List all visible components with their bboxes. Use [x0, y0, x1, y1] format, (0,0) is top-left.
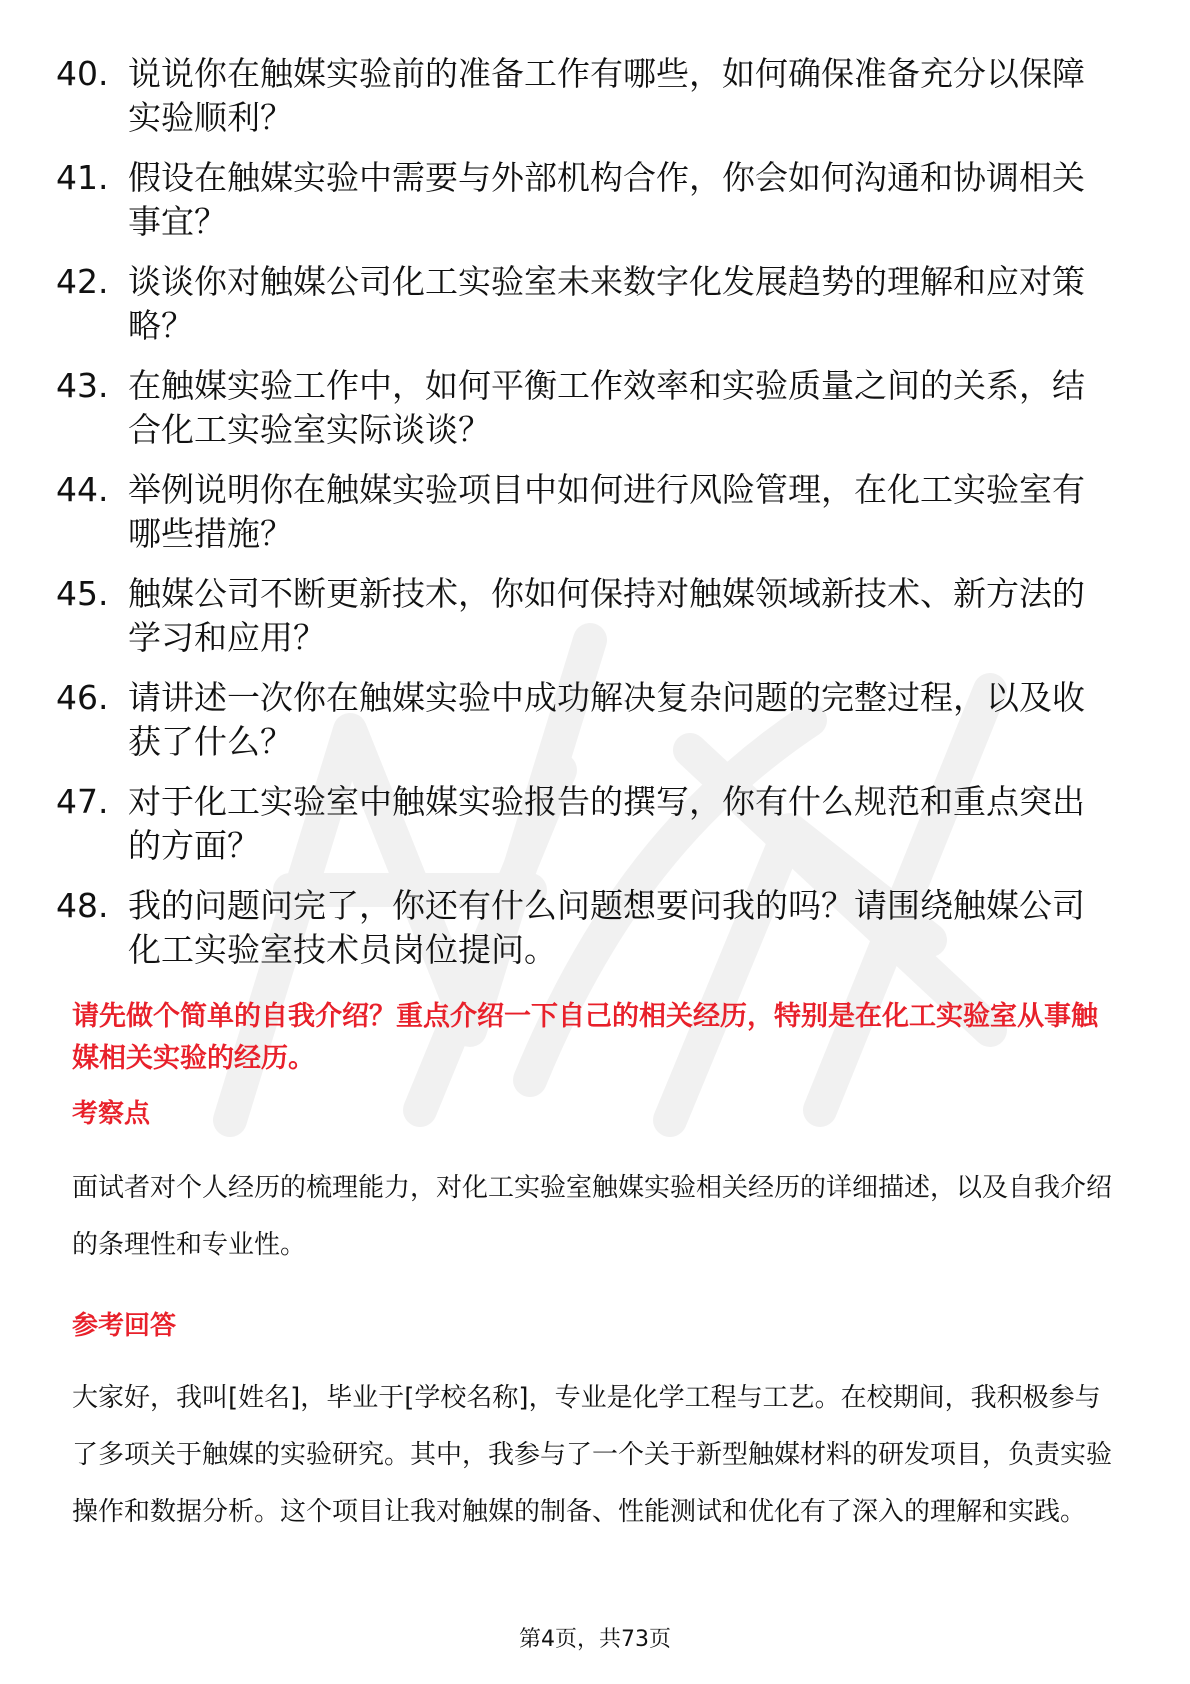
question-item-41 [56, 156, 1136, 244]
question-list [56, 52, 1136, 988]
question-number: 41. [56, 158, 109, 197]
question-number: 40. [56, 54, 109, 93]
question-text: 我的问题问完了，你还有什么问题想要问我的吗？请围绕触媒公司化工实验室技术员岗位提问。 [128, 886, 1085, 969]
reference-heading: 参考回答 [72, 1311, 177, 1341]
assessment-text: 面试者对个人经历的梳理能力，对化工实验室触媒实验相关经历的详细描述，以及自我介绍的条理性和专业性。 [72, 1173, 1113, 1260]
question-text: 对于化工实验室中触媒实验报告的撰写，你有什么规范和重点突出的方面？ [128, 782, 1085, 865]
question-text: 触媒公司不断更新技术，你如何保持对触媒领域新技术、新方法的学习和应用？ [128, 574, 1085, 657]
question-item-45 [56, 572, 1136, 660]
question-number: 43. [56, 366, 109, 405]
question-text: 谈谈你对触媒公司化工实验室未来数字化发展趋势的理解和应对策略？ [128, 262, 1085, 345]
question-number: 42. [56, 262, 109, 301]
question-text: 在触媒实验工作中，如何平衡工作效率和实验质量之间的关系，结合化工实验室实际谈谈？ [128, 366, 1085, 449]
reference-text: 大家好，我叫[姓名]，毕业于[学校名称]，专业是化学工程与工艺。在校期间，我积极参与了多项关于触媒的实验研究。其中，我参与了一个关于新型触媒材料的研发项目，负责实验操作和数据分析。这个项目让我对触媒的制备、性能测试和优化有了深入的理解和实践。 [72, 1383, 1113, 1527]
question-item-43 [56, 364, 1136, 452]
question-item-42 [56, 260, 1136, 348]
question-number: 47. [56, 782, 109, 821]
question-item-46 [56, 676, 1136, 764]
question-number: 44. [56, 470, 109, 509]
question-text: 请讲述一次你在触媒实验中成功解决复杂问题的完整过程，以及收获了什么？ [128, 678, 1085, 761]
question-text: 假设在触媒实验中需要与外部机构合作，你会如何沟通和协调相关事宜？ [128, 158, 1085, 241]
question-number: 48. [56, 886, 109, 925]
page-footer: 第4页，共73页 [519, 1627, 671, 1652]
question-item-47 [56, 780, 1136, 868]
question-item-40 [56, 52, 1136, 140]
question-number: 46. [56, 678, 109, 717]
assessment-heading: 考察点 [72, 1099, 151, 1129]
question-item-48 [56, 884, 1136, 972]
question-text: 举例说明你在触媒实验项目中如何进行风险管理，在化工实验室有哪些措施？ [128, 470, 1085, 553]
question-item-44 [56, 468, 1136, 556]
question-text: 说说你在触媒实验前的准备工作有哪些，如何确保准备充分以保障实验顺利？ [128, 54, 1085, 137]
question-number: 45. [56, 574, 109, 613]
featured-question: 请先做个简单的自我介绍？重点介绍一下自己的相关经历，特别是在化工实验室从事触媒相关实验的经历。 [72, 1001, 1098, 1074]
